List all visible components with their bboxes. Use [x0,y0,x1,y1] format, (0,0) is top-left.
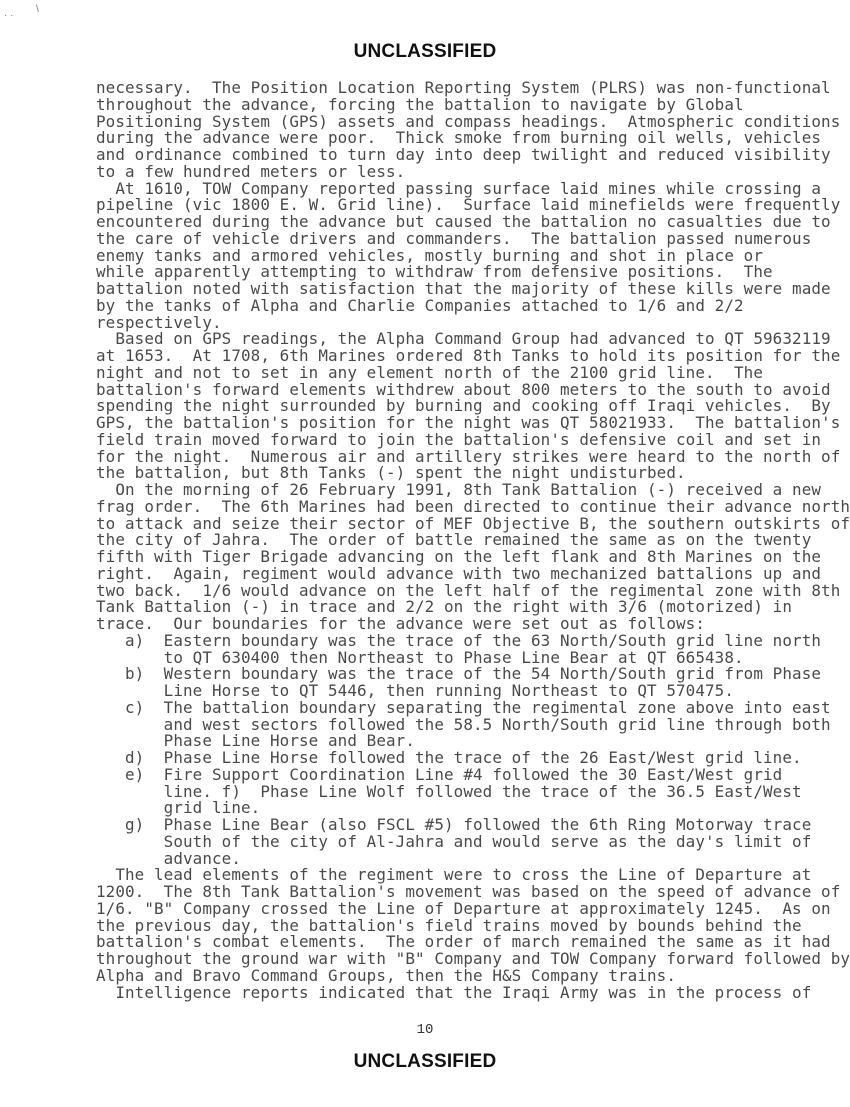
text-line: Positioning System (GPS) assets and compass headings. Atmospheric conditions [96,111,841,131]
text-line: line. f) Phase Line Wolf followed the trace of the 36.5 East/West [96,781,802,801]
classification-footer: UNCLASSIFIED [353,1051,497,1072]
text-line: to a few hundred meters or less. [96,161,406,181]
text-line: battalion's forward elements withdrew about 800 meters to the south to avoid [96,379,831,399]
text-line: and west sectors followed the 58.5 North/South grid line through both [96,714,831,734]
text-line: Alpha and Bravo Command Groups, then the H&S Company trains. [96,965,677,985]
text-line: fifth with Tiger Brigade advancing on the left flank and 8th Marines on the [96,547,822,566]
text-line: to QT 630400 then Northeast to Phase Line Bear at QT 665438. [96,647,744,667]
text-line: South of the city of Al-Jahra and would serve as the day's limit of [96,831,812,851]
scan-artifact: · · [4,10,14,21]
text-line: advance. [96,848,242,868]
text-line: field train moved forward to join the battalion's defensive coil and set in [96,429,822,449]
text-line: two back. 1/6 would advance on the left half of the regimental zone with 8th [96,580,841,600]
text-line: necessary. The Position Location Reporting System (PLRS) was non-functional [96,78,831,97]
text-line: Based on GPS readings, the Alpha Command Group had advanced to QT 59632119 [96,329,831,349]
text-line: the battalion, but 8th Tanks (-) spent the night undisturbed. [96,463,686,483]
text-line: On the morning of 26 February 1991, 8th Tank Battalion (-) received a new [96,480,822,499]
page-number: 10 [416,1022,434,1038]
text-line: for the night. Numerous air and artillery strikes were heard to the north of [96,446,841,466]
text-line: Intelligence reports indicated that the Iraqi Army was in the process of [96,982,812,1002]
text-line: frag order. The 6th Marines had been directed to continue their advance north [96,496,850,516]
text-line: the care of vehicle drivers and commanders. The battalion passed numerous [96,228,812,248]
text-line: the previous day, the battalion's field trains moved by bounds behind the [96,915,802,935]
text-line: g) Phase Line Bear (also FSCL #5) followed the 6th Ring Motorway trace [96,815,812,834]
text-line: encountered during the advance but caused the battalion no casualties due to [96,212,831,231]
text-line: right. Again, regiment would advance with two mechanized battalions up and [96,563,822,583]
text-line: At 1610, TOW Company reported passing surface laid mines while crossing a [96,178,822,198]
text-line: pipeline (vic 1800 E. W. Grid line). Surface laid minefields were frequently [96,195,841,215]
text-line: night and not to set in any element north of the 2100 grid line. The [96,362,764,382]
text-line: respectively. [96,312,222,332]
text-line: while apparently attempting to withdraw from defensive positions. The [96,262,773,282]
text-line: 1/6. "B" Company crossed the Line of Departure at approximately 1245. As on [96,898,831,918]
text-line: e) Fire Support Coordination Line #4 followed the 30 East/West grid [96,764,783,784]
text-line: and ordinance combined to turn day into deep twilight and reduced visibility [96,145,831,164]
classification-header: UNCLASSIFIED [353,41,497,62]
text-line: Phase Line Horse and Bear. [96,731,416,751]
text-line: d) Phase Line Horse followed the trace of the 26 East/West grid line. [96,748,802,767]
text-line: 1200. The 8th Tank Battalion's movement was based on the speed of advance of [96,882,841,901]
text-line: The lead elements of the regiment were to cross the Line of Departure at [96,865,812,885]
text-line: b) Western boundary was the trace of the 54 North/South grid from Phase [96,664,822,684]
text-line: Line Horse to QT 5446, then running Northeast to QT 570475. [96,681,735,700]
scan-artifact: \ [36,4,39,15]
text-line: spending the night surrounded by burning and cooking off Iraqi vehicles. By [96,396,831,416]
text-line: at 1653. At 1708, 6th Marines ordered 8th Tanks to hold its position for the [96,346,841,365]
text-line: trace. Our boundaries for the advance were set out as follows: [96,614,706,633]
text-line: throughout the ground war with "B" Company and TOW Company forward followed by [96,949,850,968]
text-line: Tank Battalion (-) in trace and 2/2 on the right with 3/6 (motorized) in [96,597,793,617]
text-line: a) Eastern boundary was the trace of the 63 North/South grid line north [96,630,822,650]
text-line: GPS, the battalion's position for the night was QT 58021933. The battalion's [96,413,841,432]
text-line: throughout the advance, forcing the battalion to navigate by Global [96,94,744,114]
document-body [96,80,850,1001]
text-line: grid line. [96,798,261,818]
text-line: during the advance were poor. Thick smoke from burning oil wells, vehicles [96,128,822,148]
text-line: enemy tanks and armored vehicles, mostly burning and shot in place or [96,245,764,265]
text-line: battalion noted with satisfaction that the majority of these kills were made [96,279,831,298]
text-line: c) The battalion boundary separating the regimental zone above into east [96,697,831,717]
text-line: the city of Jahra. The order of battle remained the same as on the twenty [96,530,812,550]
text-line: by the tanks of Alpha and Charlie Companies attached to 1/6 and 2/2 [96,295,744,315]
text-line: battalion's combat elements. The order of march remained the same as it had [96,932,831,952]
text-line: to attack and seize their sector of MEF Objective B, the southern outskirts of [96,513,850,533]
